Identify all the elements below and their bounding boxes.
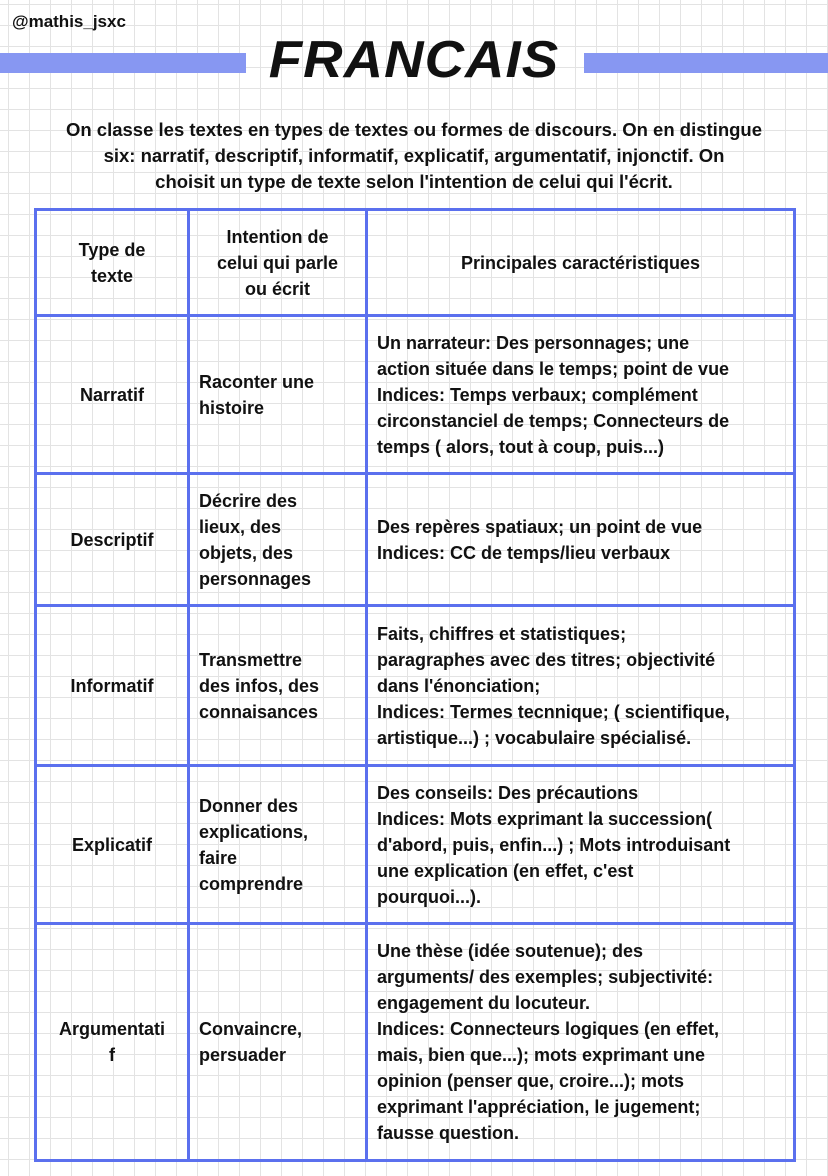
cell-line: Décrire des [199, 490, 298, 511]
intention-cell [189, 474, 367, 606]
cell-line: opinion (penser que, croire...); mots [377, 1071, 685, 1091]
caracteristiques-cell [367, 474, 795, 606]
intention-cell [189, 766, 367, 924]
type-cell [36, 766, 189, 924]
text-types-table [34, 208, 796, 1162]
cell-line: Indices: Termes tecnnique; ( scientifique, [377, 701, 730, 722]
table-header-row [36, 210, 795, 316]
cell-line: faire [199, 847, 238, 868]
cell-line: Des repères spatiaux; un point de vue [377, 516, 703, 537]
type-cell [36, 606, 189, 766]
cell-line: objets, des [199, 542, 294, 563]
cell-line: circonstanciel de temps; Connecteurs de [377, 410, 730, 431]
cell-line: Une thèse (idée soutenue); des [377, 941, 644, 961]
caracteristiques-cell [367, 606, 795, 766]
table-row [36, 474, 795, 606]
cell-line: Indices: Mots exprimant la succession( [377, 808, 713, 829]
intro-line: choisit un type de texte selon l'intention de celui qui l'écrit. [155, 171, 673, 192]
cell-line: Argumentati [58, 1019, 165, 1039]
cell-line: Type de [78, 239, 146, 260]
cell-line: Indices: Connecteurs logiques (en effet, [377, 1019, 720, 1039]
cell-line: f [109, 1045, 115, 1065]
table-row [36, 316, 795, 474]
intro-paragraph [10, 117, 818, 195]
author-handle: @mathis_jsxc [12, 12, 126, 31]
cell-line: personnages [199, 568, 312, 589]
cell-line: Indices: CC de temps/lieu verbaux [377, 542, 671, 563]
cell-line: Transmettre [199, 649, 303, 670]
table-row [36, 766, 795, 924]
type-cell [36, 474, 189, 606]
intention-cell [189, 316, 367, 474]
cell-line: artistique...) ; vocabulaire spécialisé. [377, 727, 692, 748]
cell-line: une explication (en effet, c'est [377, 860, 634, 881]
cell-line: Indices: Temps verbaux; complément [377, 384, 698, 405]
cell-line: des infos, des [199, 675, 320, 696]
cell-line: action située dans le temps; point de vue [377, 358, 730, 379]
cell-line: arguments/ des exemples; subjectivité: [377, 967, 714, 987]
cell-line: fausse question. [377, 1123, 520, 1143]
caracteristiques-cell [367, 924, 795, 1161]
cell-line: histoire [199, 397, 265, 418]
type-cell [36, 316, 189, 474]
cell-line: pourquoi...). [377, 886, 481, 907]
cell-line: Explicatif [71, 834, 153, 855]
header-caracteristiques [367, 210, 795, 316]
cell-line: Narratif [79, 384, 145, 405]
cell-line: explications, [199, 821, 309, 842]
cell-line: comprendre [199, 873, 304, 894]
cell-line: mais, bien que...); mots exprimant une [377, 1045, 706, 1065]
cell-line: engagement du locuteur. [377, 993, 591, 1013]
cell-line: Intention de [226, 226, 329, 247]
table-row [36, 606, 795, 766]
caracteristiques-cell [367, 316, 795, 474]
cell-line: Faits, chiffres et statistiques; [377, 623, 627, 644]
header-intention [189, 210, 367, 316]
intention-cell [189, 924, 367, 1161]
cell-line: connaisances [199, 701, 319, 722]
cell-line: exprimant l'appréciation, le jugement; [377, 1097, 701, 1117]
header-type [36, 210, 189, 316]
cell-line: paragraphes avec des titres; objectivité [377, 649, 716, 670]
cell-line: temps ( alors, tout à coup, puis...) [377, 436, 665, 457]
cell-line: Donner des [199, 795, 299, 816]
intro-line: On classe les textes en types de textes ou formes de discours. On en distingue [65, 119, 763, 140]
cell-line: persuader [199, 1045, 287, 1065]
cell-line: Des conseils: Des précautions [377, 782, 639, 803]
cell-line: Un narrateur: Des personnages; une [377, 332, 690, 353]
cell-line: dans l'énonciation; [377, 675, 541, 696]
cell-line: Principales caractéristiques [460, 252, 701, 273]
cell-line: Convaincre, [199, 1019, 303, 1039]
cell-line: Informatif [70, 675, 154, 696]
caracteristiques-cell [367, 766, 795, 924]
cell-line: texte [90, 265, 134, 286]
intention-cell [189, 606, 367, 766]
table-row [36, 924, 795, 1161]
cell-line: Descriptif [70, 529, 154, 550]
cell-line: lieux, des [199, 516, 282, 537]
cell-line: Raconter une [199, 371, 315, 392]
cell-line: celui qui parle [216, 252, 339, 273]
page-title: FRANCAIS [268, 31, 560, 89]
cell-line: ou écrit [244, 278, 310, 299]
intro-line: six: narratif, descriptif, informatif, explicatif, argumentatif, injonctif. On [103, 145, 725, 166]
cell-line: d'abord, puis, enfin...) ; Mots introduisant [377, 834, 731, 855]
type-cell [36, 924, 189, 1161]
